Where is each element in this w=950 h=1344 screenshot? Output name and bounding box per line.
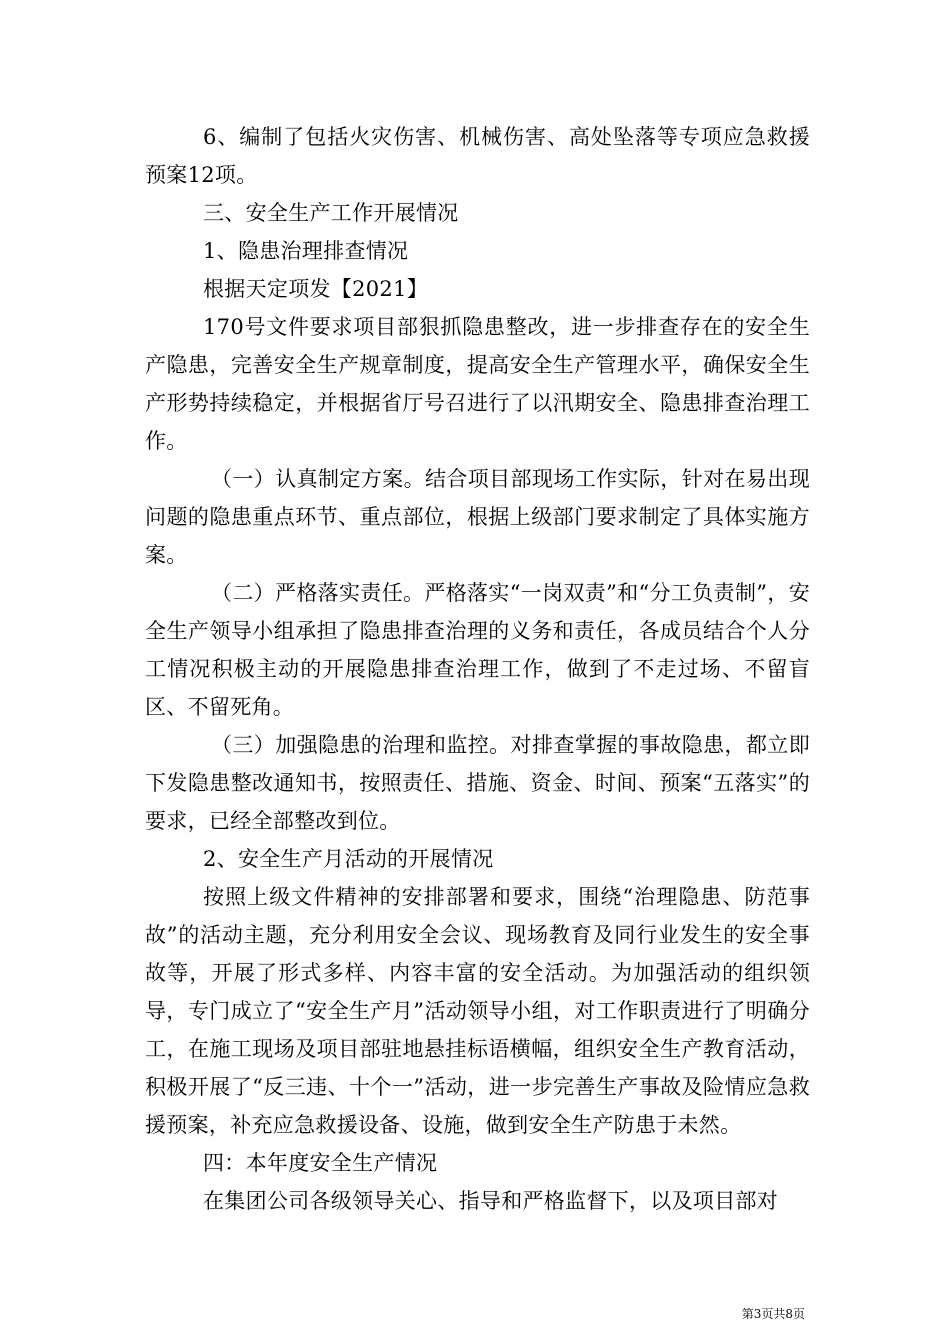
subheading-safety-month: 2、安全生产月活动的开展情况: [203, 847, 494, 871]
paragraph-responsibility: （二）严格落实责任。严格落实“一岗双责”和“分工负责制”，安全生产领导小组承担了隐患排查治理的义务和责任，各成员结合个人分工情况积极主动的开展隐患排查治理工作，做到了不走过场、不留盲区、不留死角。: [145, 581, 810, 719]
section-heading-safety-work: 三、安全生产工作开展情况: [203, 201, 459, 225]
paragraph-annual-intro: 在集团公司各级领导关心、指导和严格监督下，以及项目部对: [203, 1189, 779, 1213]
document-body: [145, 118, 810, 1220]
paragraph-emergency-plans: 6、编制了包括火灾伤害、机械伤害、高处坠落等专项应急救援预案12项。: [145, 125, 810, 187]
paragraph-document-reference: 根据天定项发【2021】: [203, 277, 429, 301]
page-number: 第3页共8页: [741, 1307, 805, 1321]
paragraph-file-requirements: 170号文件要求项目部狠抓隐患整改，进一步排查存在的安全生产隐患，完善安全生产规章制度，提高安全生产管理水平，确保安全生产形势持续稳定，并根据省厅号召进行了以汛期安全、隐患排查治理工作。: [145, 315, 810, 453]
subheading-hazard-inspection: 1、隐患治理排查情况: [203, 239, 409, 263]
paragraph-safety-month-activities: 按照上级文件精神的安排部署和要求，围绕“治理隐患、防范事故”的活动主题，充分利用安全会议、现场教育及同行业发生的安全事故等，开展了形式多样、内容丰富的安全活动。为加强活动的组织领导，专门成立了“安全生产月”活动领导小组，对工作职责进行了明确分工，在施工现场及项目部驻地悬挂标语横幅，组织安全生产教育活动，积极开展了“反三违、十个一”活动，进一步完善生产事故及险情应急救援预案，补充应急救援设备、设施，做到安全生产防患于未然。: [145, 885, 810, 1137]
paragraph-plan-formulation: （一）认真制定方案。结合项目部现场工作实际，针对在易出现问题的隐患重点环节、重点部位，根据上级部门要求制定了具体实施方案。: [145, 467, 810, 567]
section-heading-annual-safety: 四：本年度安全生产情况: [203, 1151, 438, 1175]
paragraph-hazard-control: （三）加强隐患的治理和监控。对排查掌握的事故隐患，都立即下发隐患整改通知书，按照责任、措施、资金、时间、预案“五落实”的要求，已经全部整改到位。: [145, 733, 810, 833]
